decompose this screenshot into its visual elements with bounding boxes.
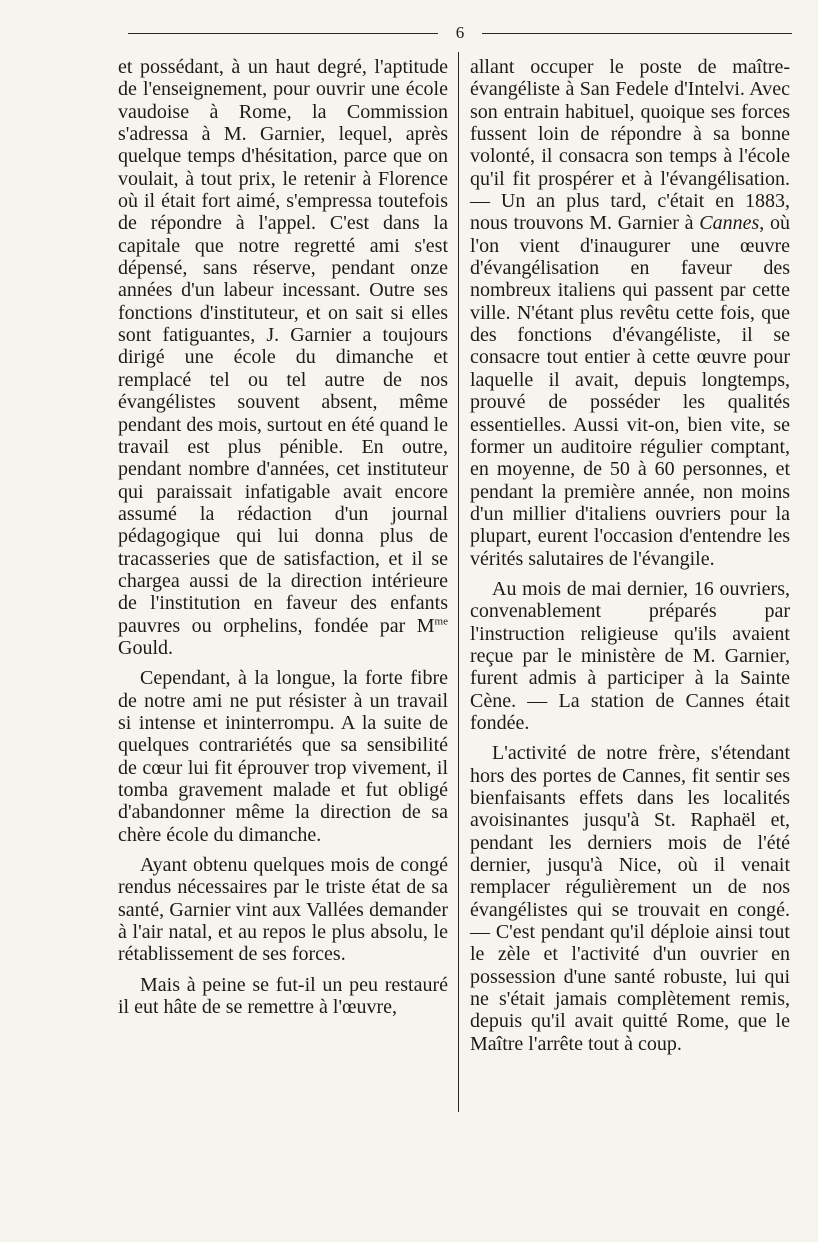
right-column [470,56,790,1055]
page-header [128,22,792,46]
header-rule-right [482,33,792,34]
paragraph: Au mois de mai dernier, 16 ouvriers, convenablement préparés par l'instruction religieuse qu'ils avaient reçue par le ministère de M. Garnier, furent admis à participer à la Sainte Cène. — La station de Cannes était fondée. [470,577,790,734]
paragraph-tail: , où l'on vient d'inaugurer une œuvre d'évangélisation en faveur des nombreux italiens qui passent par cette ville. N'étant plus revêtu cette fois, que des fonctions d'évangéliste, il se consacre tout entier à cette œuvre pour laquelle il avait, depuis longtemps, prouvé de posséder les qualités essentielles. Aussi vit-on, bien vite, se former un auditoire régulier comptant, en moyenne, de 50 à 60 personnes, et pendant la première année, non moins d'un millier d'italiens ouvriers pour la plupart, eurent l'occasion d'entendre les vérités salutaires de l'évangile. [470,212,790,570]
paragraph: Ayant obtenu quelques mois de congé rendus nécessaires par le triste état de sa santé, Garnier vint aux Vallées demander à l'air natal, et au repos le plus absolu, le rétablissement de ses forces. [118,854,448,966]
paragraph [118,56,448,659]
paragraph-text: et possédant, à un haut degré, l'aptitude de l'enseignement, pour ouvrir une école vaudoise à Rome, la Commission s'adressa à M. Garnier, lequel, après quelque temps d'hésitation, parce que on voulait, à tout prix, le retenir à Florence où il était fort aimé, s'empressa toutefois de répondre à l'appel. C'est dans la capitale que notre regretté ami s'est dépensé, sans réserve, pendant onze années d'un labeur incessant. Outre ses fonctions d'instituteur, et on sait si elles sont fatiguantes, J. Garnier a toujours dirigé une école du dimanche et remplacé tel ou tel autre de nos évangélistes souvent absent, même pendant des mois, surtout en été quand le travail est plus pénible. En outre, pendant nombre d'années, cet instituteur qui paraissait infatigable avait encore assumé la rédaction d'un journal pédagogique qui lui donna plus de tracasseries que de satisfaction, et il se chargea aussi de la direction intérieure de l'institution en faveur des enfants pauvres ou orphelins, fondée par M [118,56,448,637]
superscript: me [434,614,448,627]
paragraph-text: allant occuper le poste de maître-évangéliste à San Fedele d'Intelvi. Avec son entrain habituel, quoique ses forces fussent loin de répondre à sa bonne volonté, il consacra son temps à l'école qu'il fit prospérer et à l'évangélisation. — Un an plus tard, c'était en 1883, nous trouvons M. Garnier à [470,56,790,235]
paragraph [470,56,790,570]
page-number: 6 [455,23,465,42]
paragraph: Cependant, à la longue, la forte fibre de notre ami ne put résister à un travail si intense et ininterrompu. A la suite de quelques contrariétés que sa sensibilité de cœur lui fit éprouver trop vivement, il tomba gravement malade et fut obligé d'abandonner même la direction de sa chère école du dimanche. [118,667,448,846]
header-rule-left [128,33,438,34]
italic-place-name: Cannes [699,212,760,235]
paragraph: Mais à peine se fut-il un peu restauré il eut hâte de se remettre à l'œuvre, [118,973,448,1019]
paragraph: L'activité de notre frère, s'étendant hors des portes de Cannes, fit sentir ses bienfaisants effets dans les localités avoisinantes jusqu'à St. Raphaël et, pendant les derniers mois de l'été dernier, jusqu'à Nice, où il venait remplacer régulièrement un de nos évangélistes qui se trouvait en congé. — C'est pendant qu'il déploie ainsi tout le zèle et l'activité d'un ouvrier en possession d'une santé robuste, lui qui ne s'était jamais complètement remis, depuis qu'il avait quitté Rome, que le Maître l'arrête tout à coup. [470,742,790,1055]
column-divider [458,52,459,1112]
paragraph-tail: Gould. [118,636,173,659]
left-column [118,56,448,1018]
